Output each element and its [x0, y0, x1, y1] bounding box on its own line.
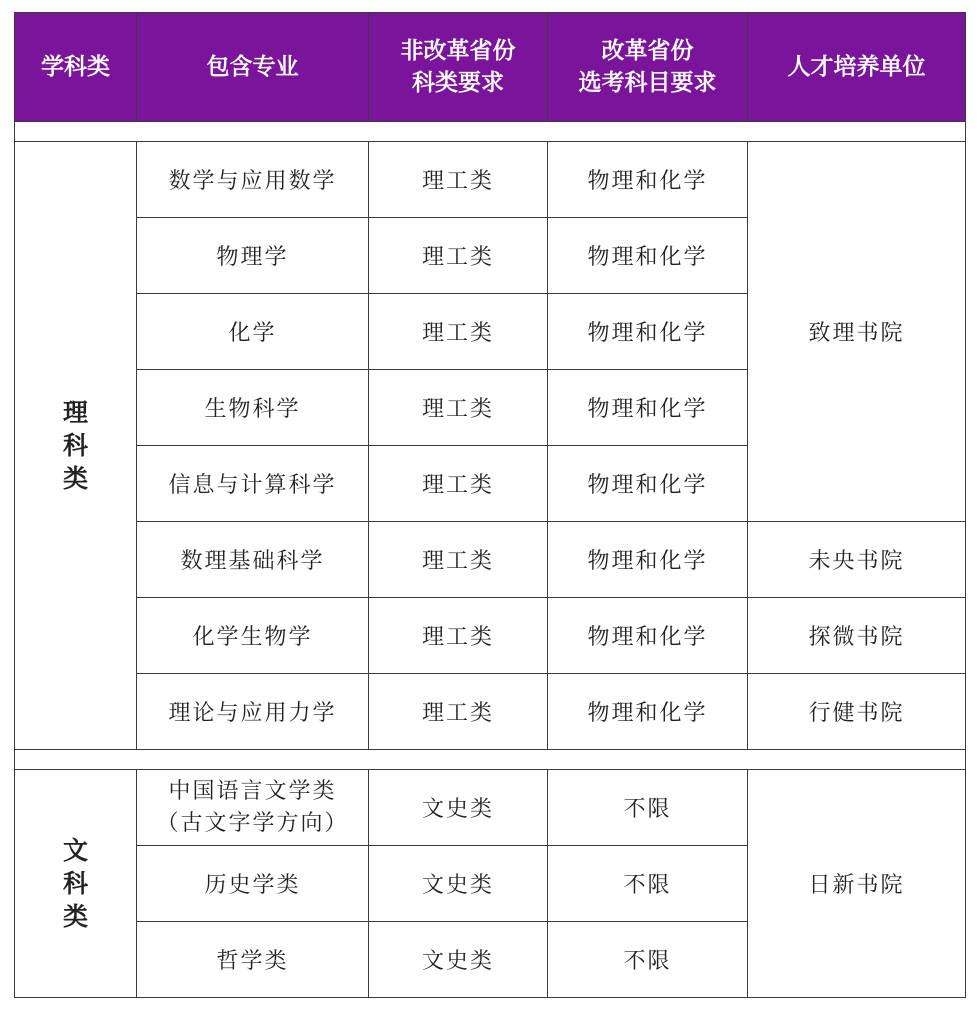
major-cell: 物理学	[137, 218, 369, 294]
major-cell: 化学生物学	[137, 598, 369, 674]
reform-cell: 不限	[548, 846, 748, 922]
reform-cell: 物理和化学	[548, 674, 748, 750]
unit-cell: 致理书院	[748, 142, 966, 522]
reform-cell: 物理和化学	[548, 370, 748, 446]
table-row	[15, 522, 966, 598]
nonreform-cell: 理工类	[369, 598, 548, 674]
reform-cell: 不限	[548, 922, 748, 998]
major-cell: 信息与计算科学	[137, 446, 369, 522]
header-row	[15, 13, 966, 122]
major-line1: 中国语言文学类	[168, 778, 337, 804]
major-cell: 数理基础科学	[137, 522, 369, 598]
reform-cell: 物理和化学	[548, 598, 748, 674]
nonreform-cell: 文史类	[369, 846, 548, 922]
reform-cell: 物理和化学	[548, 218, 748, 294]
table-row	[15, 598, 966, 674]
category-arts	[15, 770, 137, 998]
major-cell: 理论与应用力学	[137, 674, 369, 750]
majors-table	[14, 12, 966, 998]
nonreform-cell: 文史类	[369, 770, 548, 846]
unit-cell: 日新书院	[748, 770, 966, 998]
major-line2: （古文字学方向）	[156, 810, 349, 836]
reform-cell: 物理和化学	[548, 142, 748, 218]
spacer-row	[15, 122, 966, 142]
unit-cell: 行健书院	[748, 674, 966, 750]
major-cell: 生物科学	[137, 370, 369, 446]
category-science	[15, 142, 137, 750]
unit-cell: 探微书院	[748, 598, 966, 674]
header-category: 学科类	[15, 13, 137, 122]
major-cell: 哲学类	[137, 922, 369, 998]
reform-cell: 物理和化学	[548, 446, 748, 522]
category-arts-label: 文科类	[62, 836, 88, 931]
reform-cell: 不限	[548, 770, 748, 846]
unit-cell: 未央书院	[748, 522, 966, 598]
header-majors: 包含专业	[137, 13, 369, 122]
header-reform-line2: 选考科目要求	[578, 70, 717, 96]
spacer-cell	[15, 122, 966, 142]
header-reform	[548, 13, 748, 122]
spacer-row	[15, 750, 966, 770]
table-row	[15, 770, 966, 846]
reform-cell: 物理和化学	[548, 294, 748, 370]
reform-cell: 物理和化学	[548, 522, 748, 598]
category-science-label: 理科类	[62, 398, 88, 493]
spacer-cell	[15, 750, 966, 770]
nonreform-cell: 理工类	[369, 142, 548, 218]
major-cell: 数学与应用数学	[137, 142, 369, 218]
nonreform-cell: 理工类	[369, 218, 548, 294]
nonreform-cell: 文史类	[369, 922, 548, 998]
nonreform-cell: 理工类	[369, 674, 548, 750]
header-nonreform	[369, 13, 548, 122]
major-cell: 化学	[137, 294, 369, 370]
nonreform-cell: 理工类	[369, 522, 548, 598]
header-nonreform-line1: 非改革省份	[400, 38, 516, 64]
header-unit: 人才培养单位	[748, 13, 966, 122]
major-cell: 历史学类	[137, 846, 369, 922]
header-nonreform-line2: 科类要求	[412, 70, 504, 96]
table-row	[15, 674, 966, 750]
nonreform-cell: 理工类	[369, 446, 548, 522]
major-cell	[137, 770, 369, 846]
nonreform-cell: 理工类	[369, 370, 548, 446]
nonreform-cell: 理工类	[369, 294, 548, 370]
table-row	[15, 142, 966, 218]
header-reform-line1: 改革省份	[601, 38, 694, 64]
